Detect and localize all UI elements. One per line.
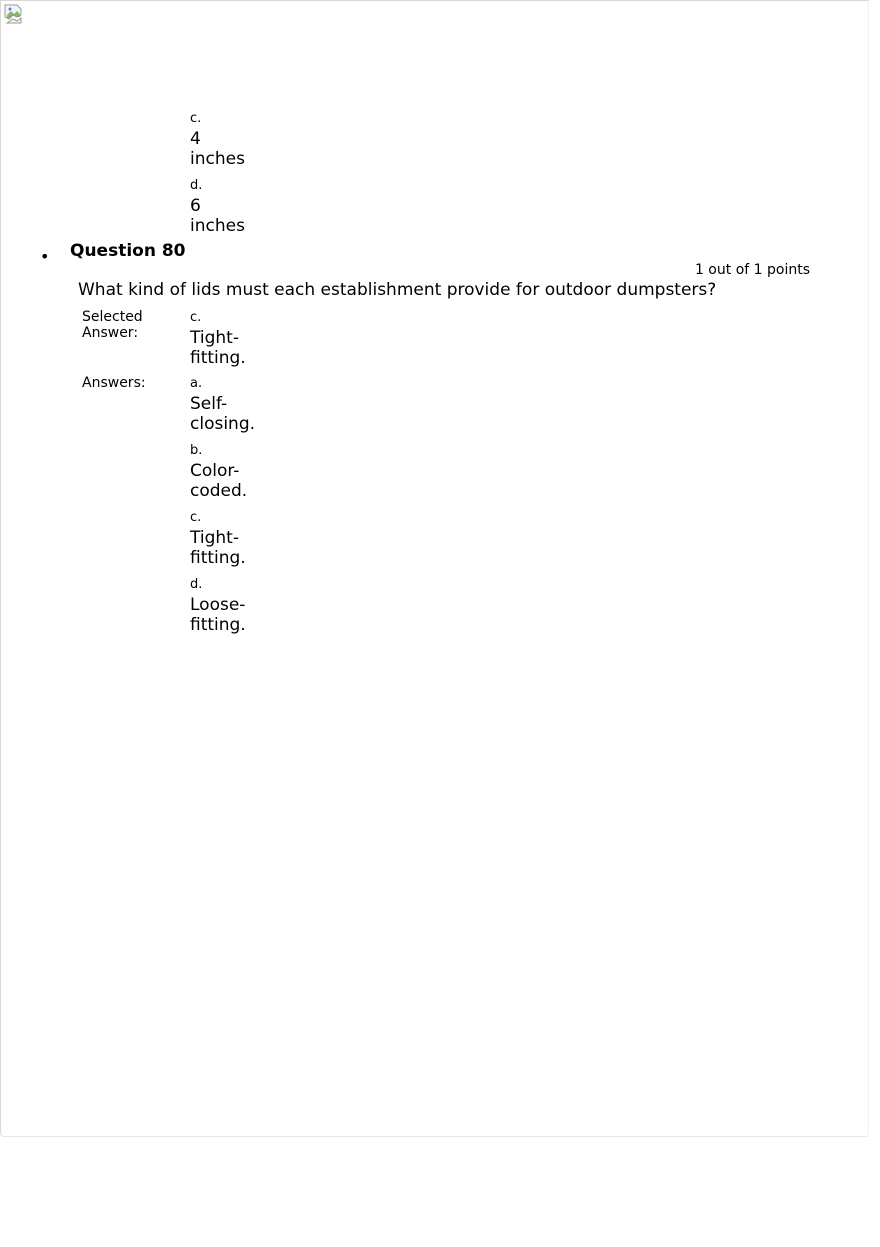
question-title: Question 80 — [70, 241, 186, 261]
choice-letter: c. — [190, 510, 202, 525]
previous-choice-c — [190, 111, 280, 169]
selected-answer — [190, 310, 280, 368]
choice-text: Tight-fitting. — [190, 528, 246, 568]
choice-text: 6 inches — [190, 196, 245, 236]
question-points: 1 out of 1 points — [694, 262, 810, 278]
answer-choice-a — [190, 376, 280, 434]
list-bullet: • — [40, 247, 50, 266]
choice-text: Color-coded. — [190, 461, 248, 501]
answers-label: Answers: — [82, 375, 146, 391]
choice-letter: d. — [190, 178, 203, 193]
previous-choice-d — [190, 178, 280, 236]
choice-text: Tight-fitting. — [190, 328, 246, 368]
answer-choice-b — [190, 443, 280, 501]
broken-image-icon — [3, 3, 25, 25]
choice-text: Loose-fitting. — [190, 595, 246, 635]
choice-text: 4 inches — [190, 129, 245, 169]
answer-choice-d — [190, 577, 280, 635]
choice-letter: c. — [190, 310, 202, 325]
selected-answer-label: Selected Answer: — [82, 309, 143, 341]
choice-letter: c. — [190, 111, 202, 126]
choice-letter: a. — [190, 376, 203, 391]
choice-letter: b. — [190, 443, 203, 458]
question-text: What kind of lids must each establishment provide for outdoor dumpsters? — [78, 280, 717, 300]
choice-text: Self-closing. — [190, 394, 256, 434]
choice-letter: d. — [190, 577, 203, 592]
answer-choice-c — [190, 510, 280, 568]
